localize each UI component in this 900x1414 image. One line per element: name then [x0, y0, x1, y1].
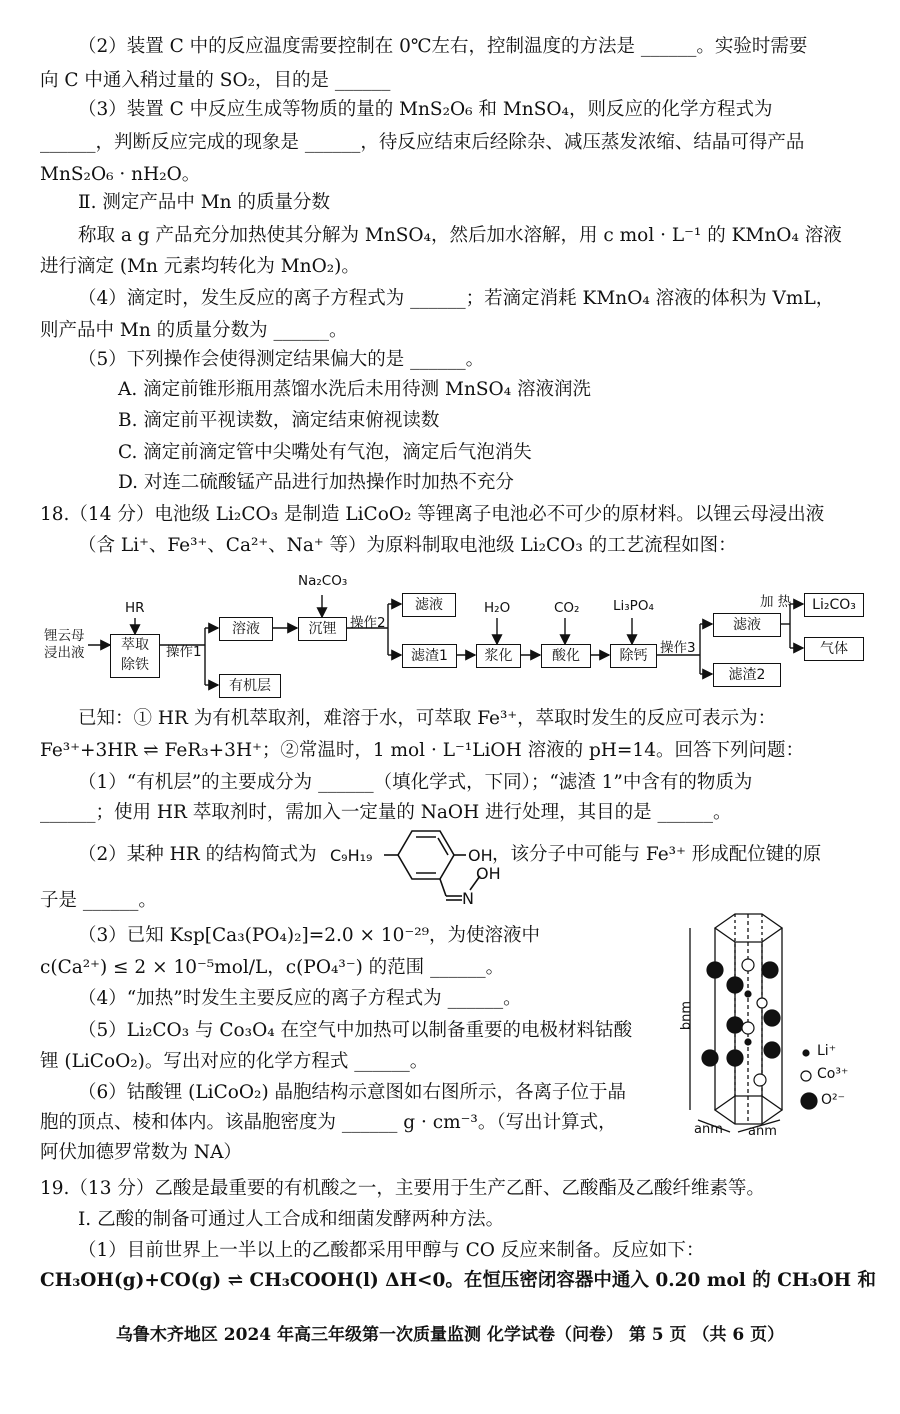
text-line: （3）装置 C 中反应生成等物质的量的 MnS₂O₆ 和 MnSO₄，则反应的化学方程式为: [78, 99, 773, 120]
box-solution: 溶液: [219, 617, 273, 641]
box-residue2: 滤渣2: [713, 663, 781, 687]
op3-label: 操作3: [660, 640, 696, 656]
text-line: （3）已知 Ksp[Ca₃(PO₄)₂]=2.0 × 10⁻²⁹，为使溶液中: [78, 925, 541, 946]
option-a: A. 滴定前锥形瓶用蒸馏水洗后未用待测 MnSO₄ 溶液润洗: [118, 379, 591, 400]
box-acidify: 酸化: [541, 644, 591, 668]
label-b-dimension: bnm: [679, 1000, 695, 1031]
legend-co: Co³⁺: [817, 1066, 849, 1082]
text-line: 锂 (LiCoO₂)。写出对应的化学方程式 ______。: [40, 1051, 429, 1072]
box-line: 萃取: [121, 637, 149, 653]
heat-label: 加 热: [760, 594, 792, 610]
text-line: 称取 a g 产品充分加热使其分解为 MnSO₄，然后加水溶解，用 c mol · L⁻¹ 的 KMnO₄ 溶液: [78, 225, 842, 246]
text-line: （1）“有机层”的主要成分为 ______（填化学式，下同）；“滤渣 1”中含有的物质为: [78, 772, 753, 793]
text-line: （5）下列操作会使得测定结果偏大的是 ______。: [78, 349, 485, 370]
box-remove-ca: 除钙: [610, 644, 657, 668]
text-line: 向 C 中通入稍过量的 SO₂，目的是 ______: [40, 70, 391, 91]
struct-n: N: [462, 889, 474, 908]
text-line: 胞的顶点、棱和体内。该晶胞密度为 ______ g · cm⁻³。（写出计算式，: [40, 1112, 617, 1133]
text-line: （1）目前世界上一半以上的乙酸都采用甲醇与 CO 反应来制备。反应如下：: [78, 1240, 705, 1261]
reagent-h2o: H₂O: [484, 600, 511, 616]
box-slurry: 浆化: [476, 644, 521, 668]
text-line: 进行滴定 (Mn 元素均转化为 MnO₂)。: [40, 256, 360, 277]
page-footer: 乌鲁木齐地区 2024 年高三年级第一次质量监测 化学试卷（问卷） 第 5 页 （共 6 页）: [115, 1325, 785, 1345]
op1-label: 操作1: [166, 644, 202, 660]
source-line: 浸出液: [44, 645, 85, 661]
reagent-co2: CO₂: [554, 600, 580, 616]
box-precipitate-li: 沉锂: [298, 617, 347, 641]
option-b: B. 滴定前平视读数，滴定结束俯视读数: [118, 410, 440, 431]
text-line: ，该分子中可能与 Fe³⁺ 形成配位键的原: [492, 844, 822, 865]
reagent-li3po4: Li₃PO₄: [613, 598, 654, 614]
box-line: 除铁: [121, 657, 149, 673]
box-residue1: 滤渣1: [402, 644, 457, 668]
text-line: c(Ca²⁺) ≤ 2 × 10⁻⁵mol/L，c(PO₄³⁻) 的范围 ______。: [40, 957, 505, 978]
text-line: 子是 ______。: [40, 890, 157, 911]
label-a-dimension: anm: [748, 1124, 777, 1139]
label-a-dimension: anm: [694, 1122, 723, 1137]
text-line: （2）装置 C 中的反应温度需要控制在 0℃左右，控制温度的方法是 ______。实验时需要: [78, 36, 808, 57]
reagent-hr: HR: [125, 600, 145, 616]
text-line: Fe³⁺+3HR ⇌ FeR₃+3H⁺；②常温时，1 mol · L⁻¹LiOH 溶液的 pH=14。回答下列问题：: [40, 740, 804, 761]
box-li2co3-product: Li₂CO₃: [804, 593, 864, 617]
text-line: （5）Li₂CO₃ 与 Co₃O₄ 在空气中加热可以制备重要的电极材料钴酸: [78, 1020, 633, 1041]
text-line: I. 乙酸的制备可通过人工合成和细菌发酵两种方法。: [78, 1209, 505, 1230]
box-gas: 气体: [804, 637, 864, 661]
text-line: （2）某种 HR 的结构简式为: [78, 844, 317, 865]
text-line: 则产品中 Mn 的质量分数为 ______。: [40, 320, 348, 341]
text-line: （4）“加热”时发生主要反应的离子方程式为 ______。: [78, 988, 522, 1009]
text-line: 阿伏加德罗常数为 NA）: [40, 1142, 242, 1163]
legend-li: Li⁺: [817, 1043, 837, 1059]
struct-oh1: OH: [468, 846, 493, 865]
text-line: ______；使用 HR 萃取剂时，需加入一定量的 NaOH 进行处理，其目的是 ______。: [40, 802, 732, 823]
box-filtrate2: 滤液: [713, 613, 781, 637]
section-heading: Ⅱ. 测定产品中 Mn 的质量分数: [78, 192, 330, 213]
option-d: D. 对连二硫酸锰产品进行加热操作时加热不充分: [118, 472, 514, 493]
text-line: （6）钴酸锂 (LiCoO₂) 晶胞结构示意图如右图所示，各离子位于晶: [78, 1082, 627, 1103]
question-18-title: 18.（14 分）电池级 Li₂CO₃ 是制造 LiCoO₂ 等锂离子电池必不可少的原材料。以锂云母浸出液: [40, 504, 825, 525]
text-line: 已知：① HR 为有机萃取剂，难溶于水，可萃取 Fe³⁺，萃取时发生的反应可表示为：: [78, 708, 777, 729]
box-filtrate: 滤液: [402, 593, 456, 617]
box-organic-layer: 有机层: [219, 674, 281, 698]
struct-c9h19: C₉H₁₉: [330, 846, 373, 865]
question-19-title: 19.（13 分）乙酸是最重要的有机酸之一，主要用于生产乙酐、乙酸酯及乙酸纤维素等。: [40, 1178, 765, 1199]
text-line: ______，判断反应完成的现象是 ______，待反应结束后经除杂、减压蒸发浓缩、结晶可得产品: [40, 132, 805, 153]
source-line: 锂云母: [44, 628, 85, 644]
struct-oh2: OH: [476, 864, 501, 883]
op2-label: 操作2: [350, 615, 386, 631]
text-line: MnS₂O₆ · nH₂O。: [40, 164, 201, 185]
text-line: CH₃OH(g)+CO(g) ⇌ CH₃COOH(l) ΔH<0。在恒压密闭容器中通入 0.20 mol 的 CH₃OH 和: [40, 1270, 877, 1291]
text-line: （4）滴定时，发生反应的离子方程式为 ______；若滴定消耗 KMnO₄ 溶液的体积为 VmL，: [78, 288, 835, 309]
text-line: （含 Li⁺、Fe³⁺、Ca²⁺、Na⁺ 等）为原料制取电池级 Li₂CO₃ 的工艺流程如图：: [78, 535, 737, 556]
legend-o: O²⁻: [821, 1092, 846, 1108]
option-c: C. 滴定前滴定管中尖嘴处有气泡，滴定后气泡消失: [118, 442, 532, 463]
reagent-na2co3: Na₂CO₃: [298, 573, 348, 589]
